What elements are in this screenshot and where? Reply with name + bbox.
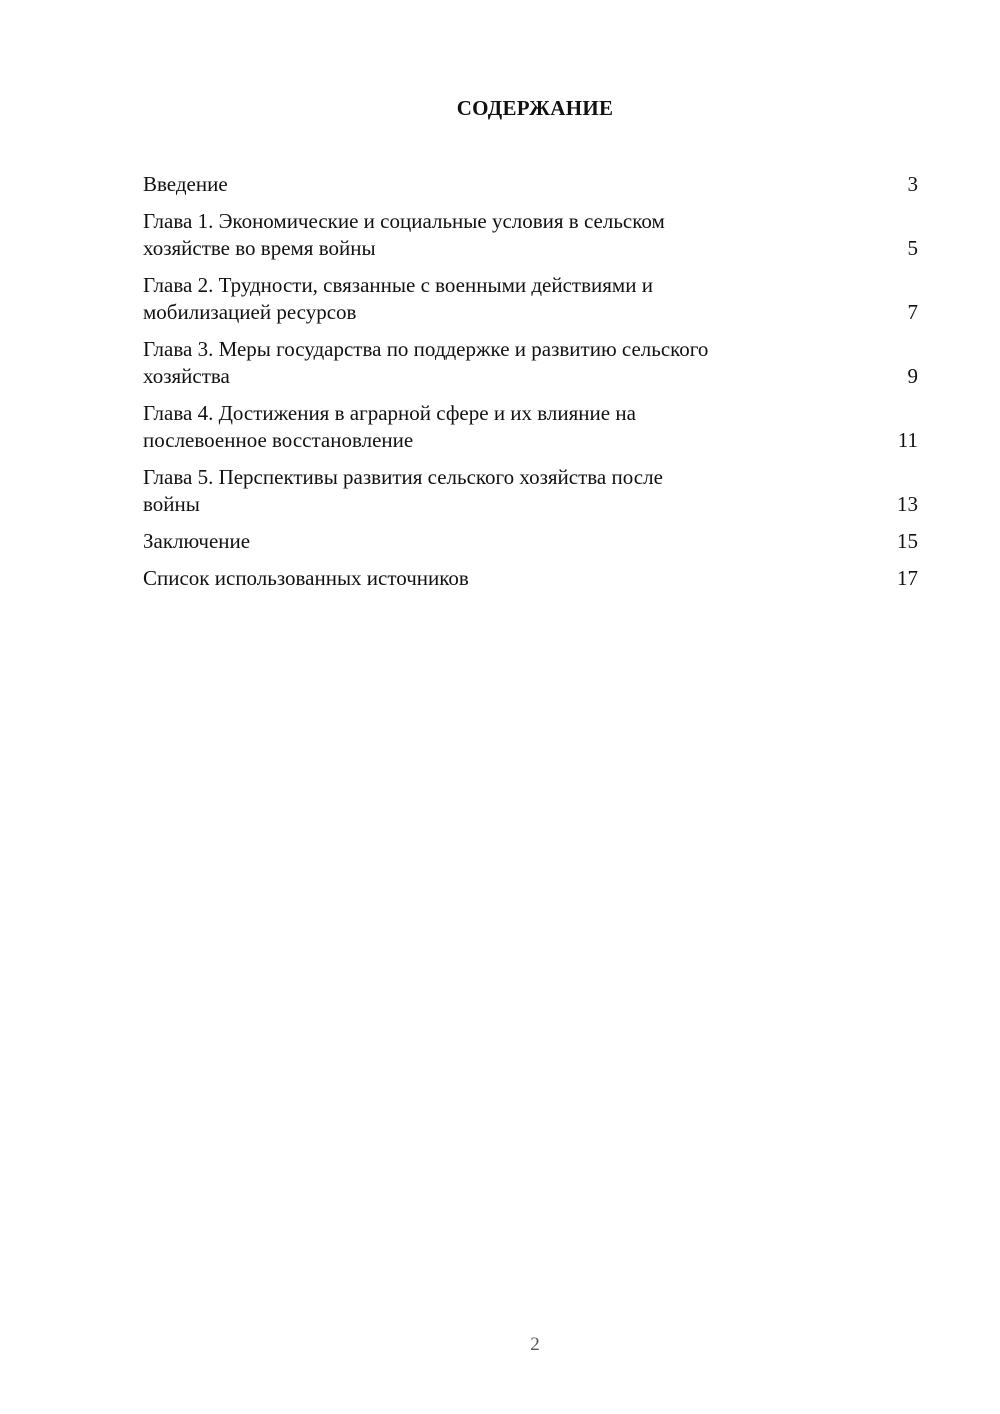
toc-entry-page-number: 11 xyxy=(897,428,918,452)
toc-entry-text xyxy=(143,400,843,454)
toc-entry-text xyxy=(143,528,843,555)
toc-entry-line: Глава 1. Экономические и социальные условия в сельском xyxy=(143,209,665,233)
toc-entry-text xyxy=(143,565,843,592)
toc-entry-line: Глава 5. Перспективы развития сельского хозяйства после xyxy=(143,465,663,489)
toc-title: СОДЕРЖАНИЕ xyxy=(456,96,614,120)
toc-entry-chapter-5[interactable] xyxy=(143,464,918,518)
toc-entry-line: мобилизацией ресурсов xyxy=(143,300,357,324)
toc-entry-line: Глава 3. Меры государства по поддержке и развитию сельского xyxy=(143,337,709,361)
toc-entry-line: войны xyxy=(143,492,200,516)
toc-entry-text xyxy=(143,464,843,518)
toc-entry-text xyxy=(143,171,843,198)
toc-entry-chapter-4[interactable] xyxy=(143,400,918,454)
toc-entry-line: Глава 2. Трудности, связанные с военными действиями и xyxy=(143,273,653,297)
toc-entry-page-number: 3 xyxy=(907,172,918,196)
toc-entry-page-number: 13 xyxy=(897,492,918,516)
toc-entry-line: Список использованных источников xyxy=(143,566,469,590)
toc-entry-line: хозяйства xyxy=(143,364,230,388)
toc-entry-chapter-1[interactable] xyxy=(143,208,918,262)
toc-entry-chapter-3[interactable] xyxy=(143,336,918,390)
toc-entry-page-number: 9 xyxy=(907,364,918,388)
toc-entry-line: хозяйстве во время войны xyxy=(143,236,376,260)
toc-entry-page-number: 7 xyxy=(907,300,918,324)
toc-entry-line: Глава 4. Достижения в аграрной сфере и их влияние на xyxy=(143,401,636,425)
toc-entry-page-number: 5 xyxy=(907,236,918,260)
toc-entry-page-number: 17 xyxy=(897,566,918,590)
toc-entry-page-number: 15 xyxy=(897,529,918,553)
toc-entry-conclusion[interactable] xyxy=(143,528,918,555)
toc-entry-text xyxy=(143,272,843,326)
toc-entry-references[interactable] xyxy=(143,565,918,592)
table-of-contents xyxy=(143,171,918,602)
toc-entry-line: послевоенное восстановление xyxy=(143,428,414,452)
page-number: 2 xyxy=(530,1334,540,1355)
toc-entry-line: Заключение xyxy=(143,529,251,553)
toc-entry-chapter-2[interactable] xyxy=(143,272,918,326)
toc-entry-introduction[interactable] xyxy=(143,171,918,198)
toc-entry-text xyxy=(143,336,843,390)
toc-entry-text xyxy=(143,208,843,262)
toc-entry-line: Введение xyxy=(143,172,228,196)
